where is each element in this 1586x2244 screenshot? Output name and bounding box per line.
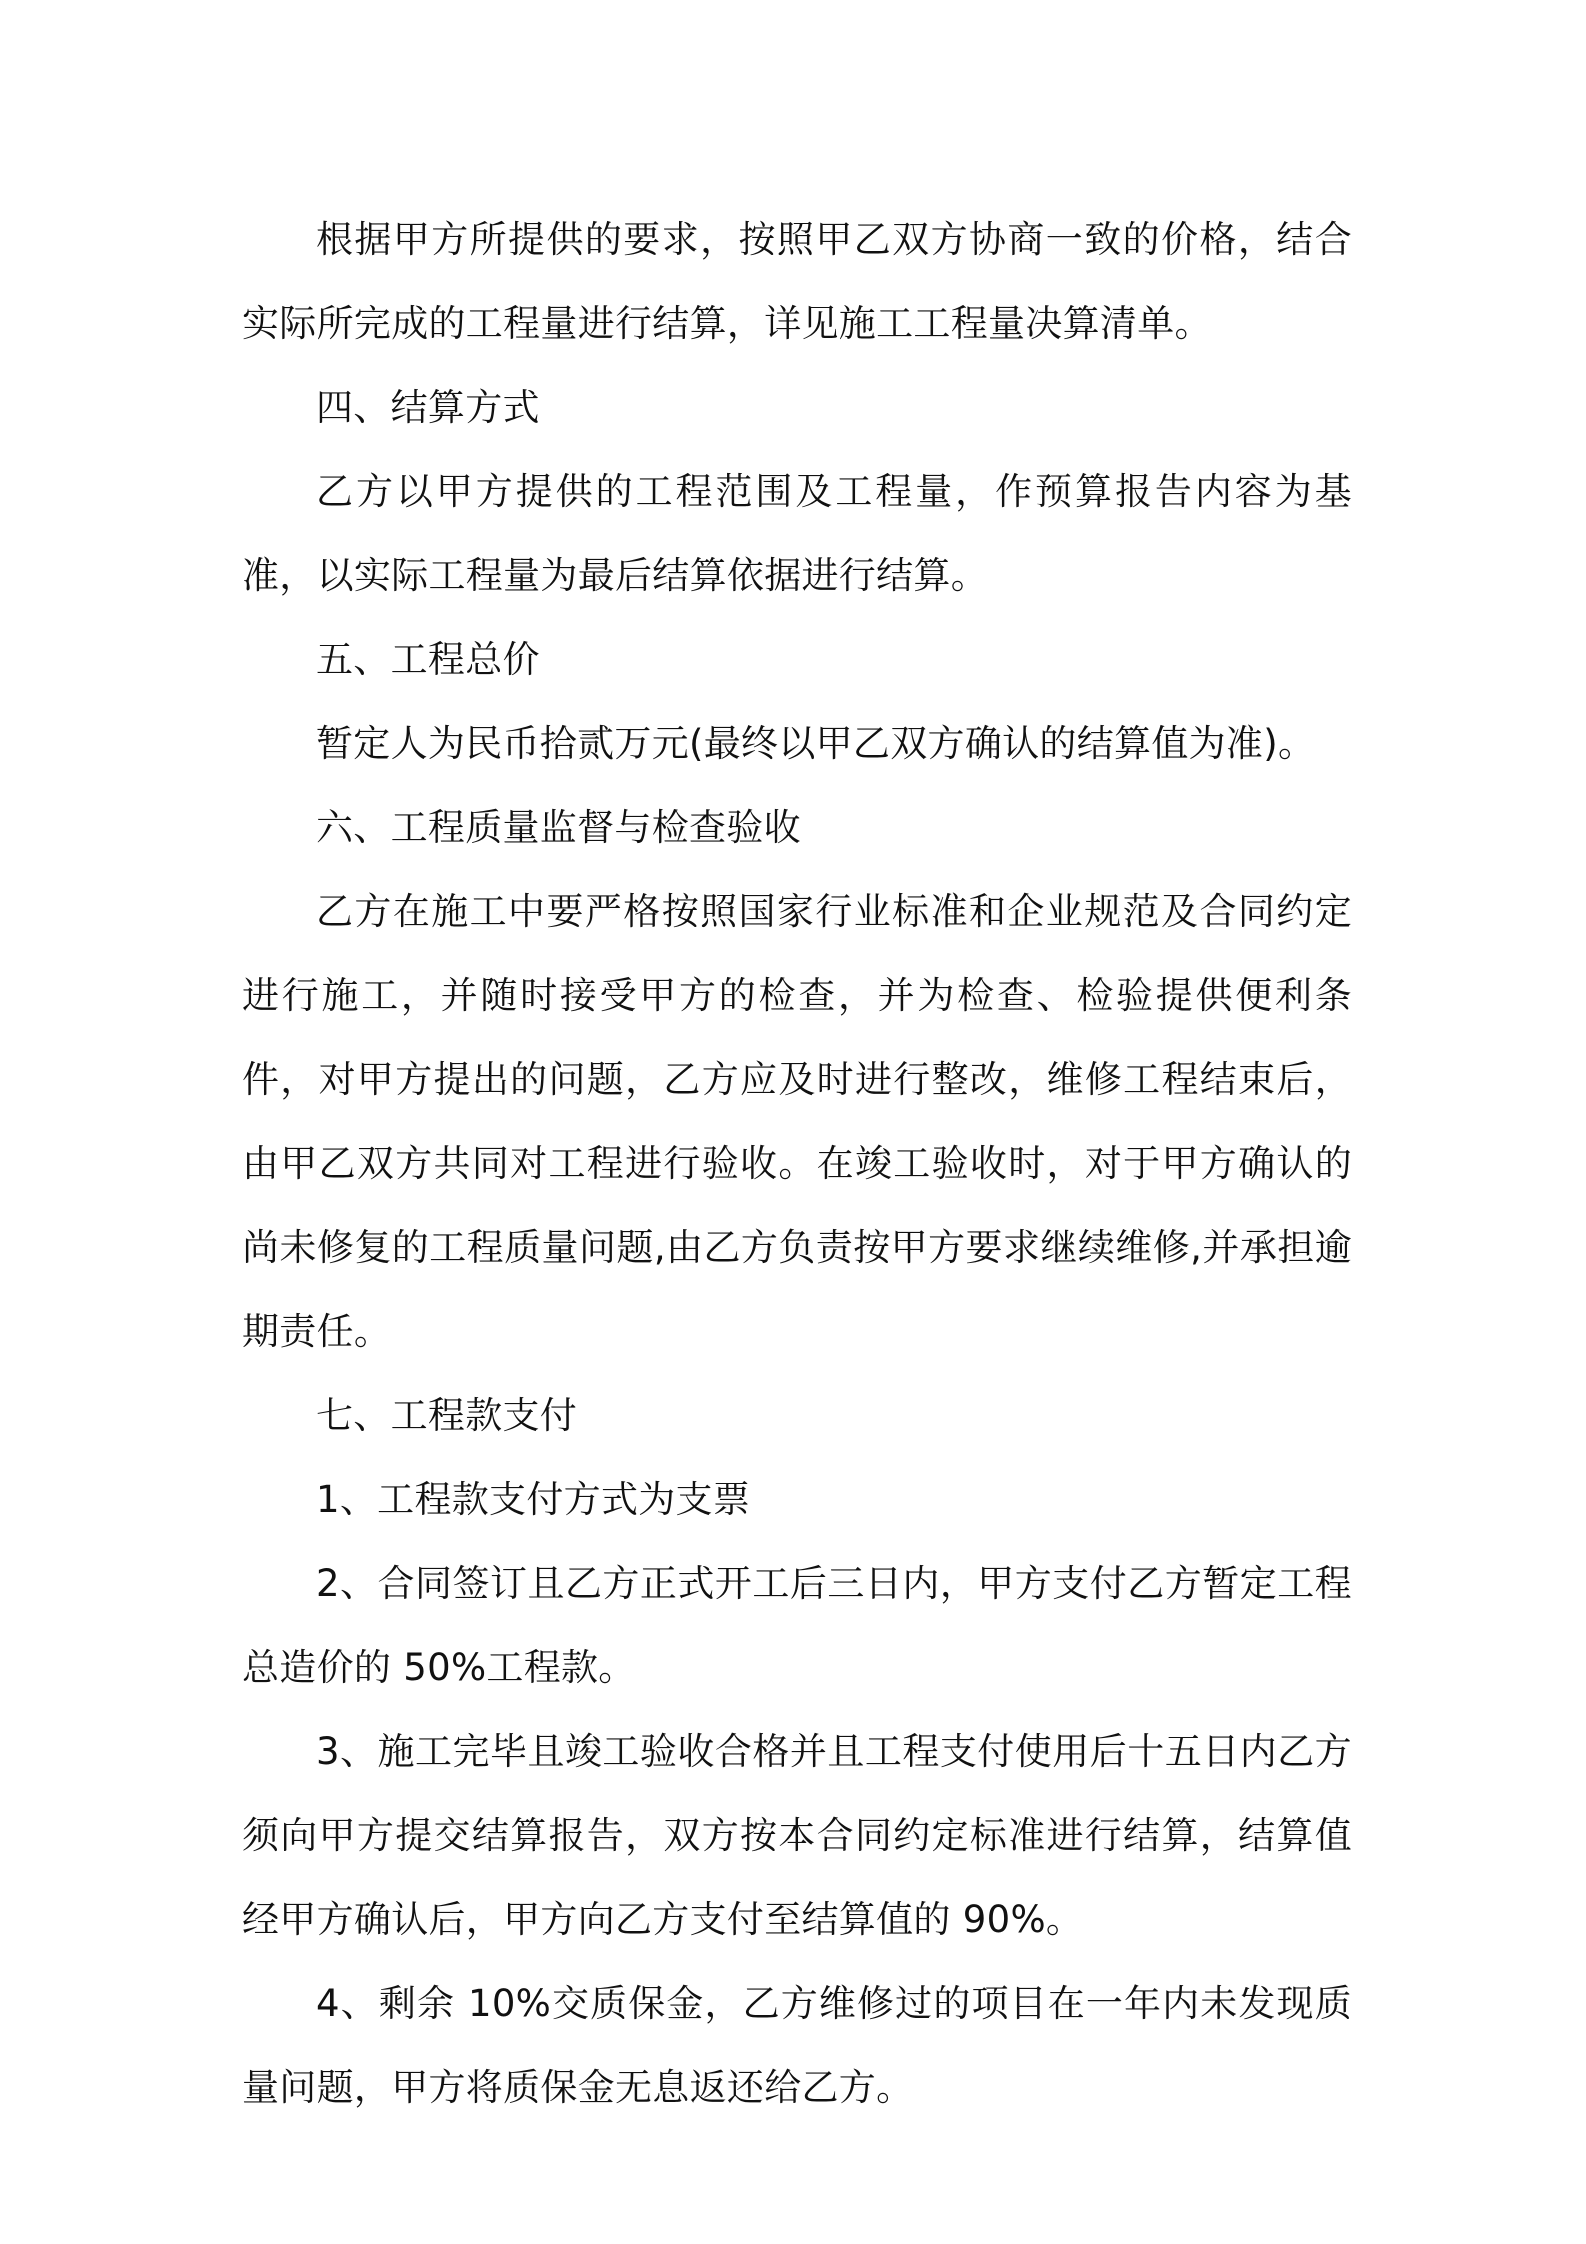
section-heading-payment: 七、工程款支付 xyxy=(316,1394,578,1437)
paragraph-settlement-basis: 根据甲方所提供的要求，按照甲乙双方协商一致的价格，结合实际所完成的工程量进行结算，详见施工工程量决算清单。 xyxy=(242,218,1352,345)
section-heading-total-price: 五、工程总价 xyxy=(316,638,540,681)
paragraph-payment-item-3: 3、施工完毕且竣工验收合格并且工程支付使用后十五日内乙方须向甲方提交结算报告，双方按本合同约定标准进行结算，结算值经甲方确认后，甲方向乙方支付至结算值的 90%。 xyxy=(242,1730,1352,1941)
paragraph-payment-item-1: 1、工程款支付方式为支票 xyxy=(316,1478,751,1521)
paragraph-quality-inspection: 乙方在施工中要严格按照国家行业标准和企业规范及合同约定进行施工，并随时接受甲方的检查，并为检查、检验提供便利条件，对甲方提出的问题，乙方应及时进行整改，维修工程结束后，由甲乙双方共同对工程进行验收。在竣工验收时，对于甲方确认的尚未修复的工程质量问题,由乙方负责按甲方要求继续维修,并承担逾期责任。 xyxy=(242,890,1352,1353)
paragraph-payment-item-2: 2、合同签订且乙方正式开工后三日内，甲方支付乙方暂定工程总造价的 50%工程款。 xyxy=(242,1562,1352,1689)
paragraph-payment-item-4: 4、剩余 10%交质保金，乙方维修过的项目在一年内未发现质量问题，甲方将质保金无息返还给乙方。 xyxy=(242,1982,1352,2109)
document-body xyxy=(242,198,1352,2130)
section-heading-quality-inspection: 六、工程质量监督与检查验收 xyxy=(316,806,801,849)
section-heading-settlement-method: 四、结算方式 xyxy=(316,386,540,429)
paragraph-total-price: 暂定人为民币拾贰万元(最终以甲乙双方确认的结算值为准)。 xyxy=(316,722,1316,765)
paragraph-settlement-method: 乙方以甲方提供的工程范围及工程量，作预算报告内容为基准，以实际工程量为最后结算依据进行结算。 xyxy=(242,470,1352,597)
